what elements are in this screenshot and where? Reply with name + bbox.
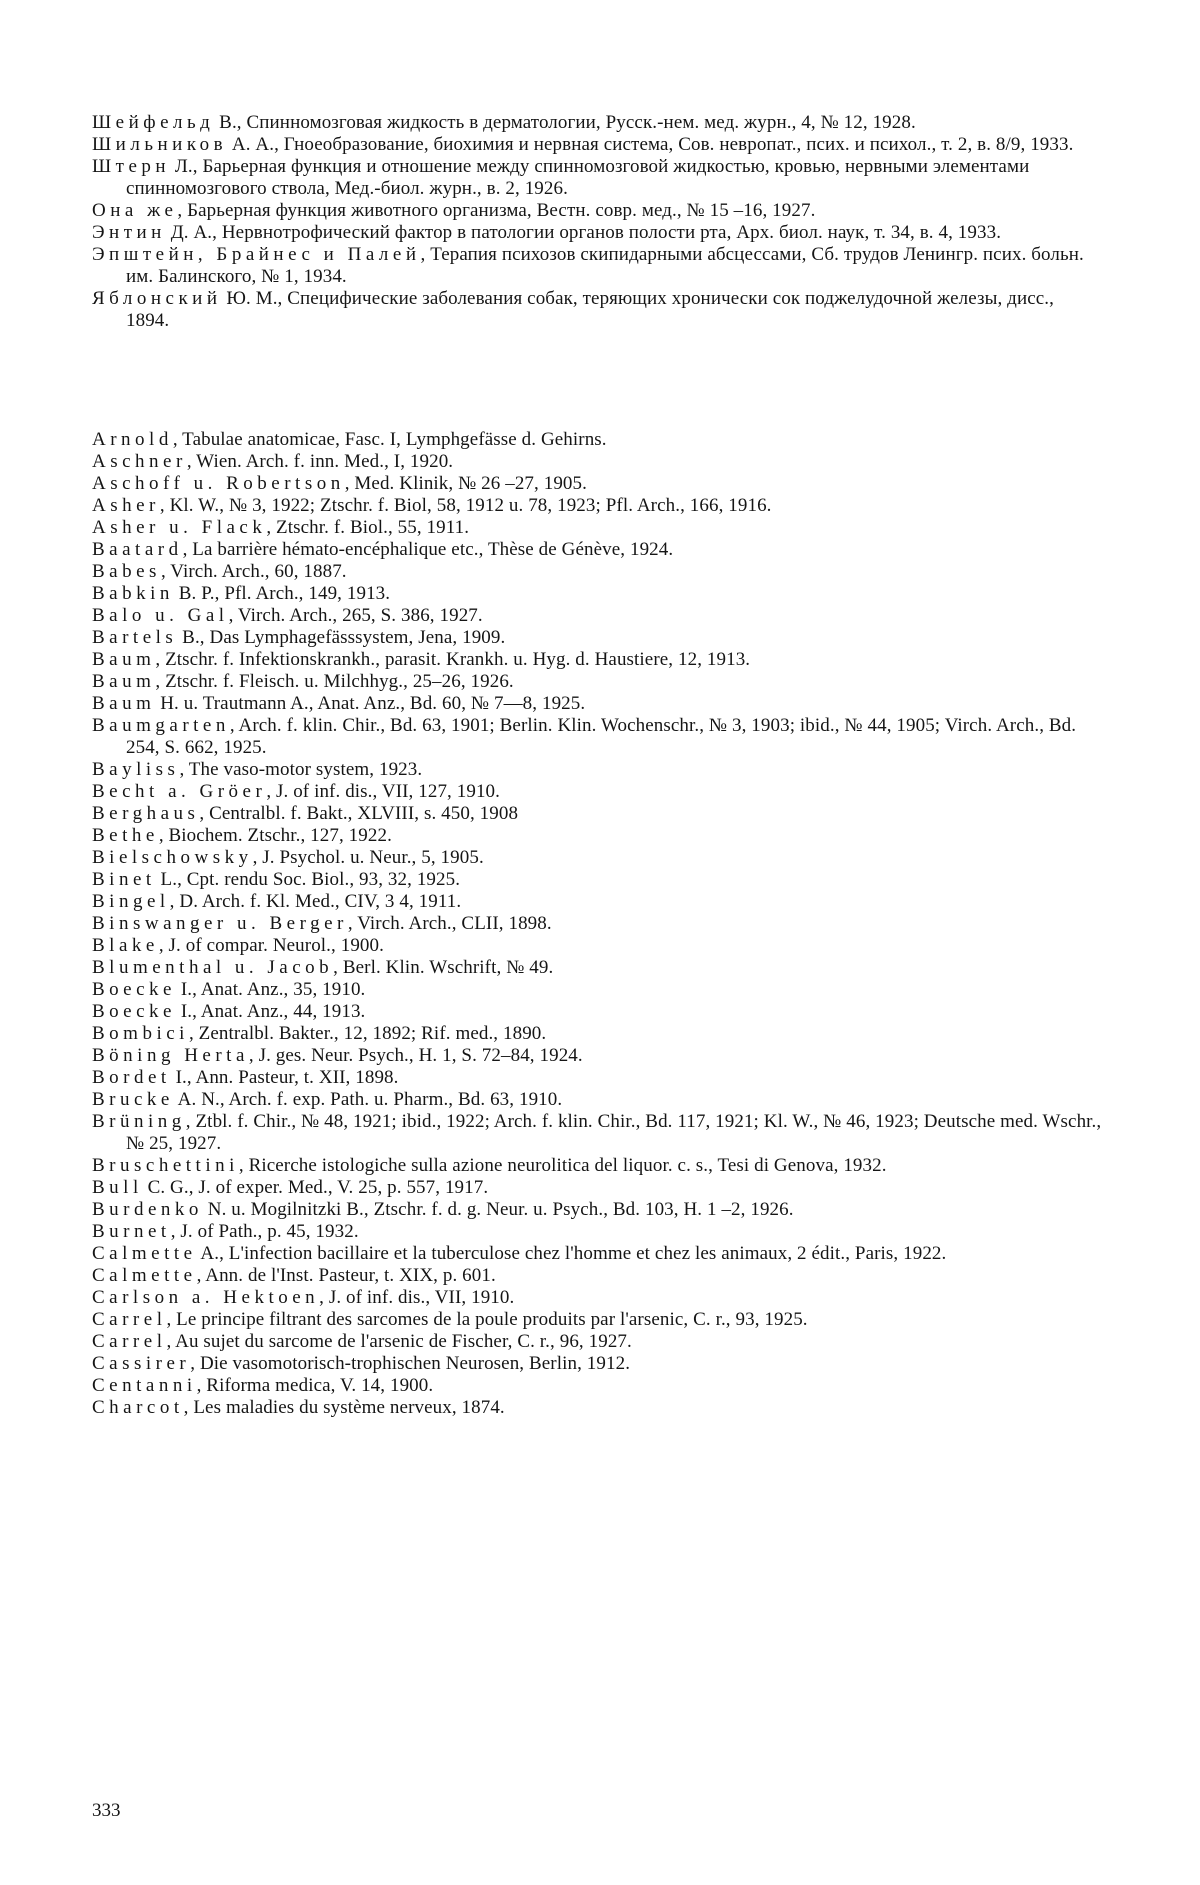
entry-details: , La barrière hémato-encéphalique etc., Thèse de Génève, 1924. [182, 539, 674, 560]
entry-details: L., Cpt. rendu Soc. Biol., 93, 32, 1925. [155, 869, 461, 890]
entry-details: , Wien. Arch. f. inn. Med., I, 1920. [186, 451, 454, 472]
entry-details: , Berl. Klin. Wschrift, № 49. [333, 957, 554, 978]
bibliography-entry [92, 1309, 1102, 1331]
entry-details: , J. of inf. dis., VII, 1910. [319, 1287, 515, 1308]
entry-author: Blake [92, 935, 159, 956]
entry-details: C. G., J. of exper. Med., V. 25, p. 557, 1917. [142, 1177, 489, 1198]
entry-details: , The vaso-motor system, 1923. [179, 759, 423, 780]
entry-details: , Med. Klinik, № 26 –27, 1905. [344, 473, 587, 494]
entry-author: Binswanger u. Berger [92, 913, 348, 934]
bibliography-entry [92, 112, 1102, 134]
entry-details: , Ztschr. f. Infektionskrankh., parasit. Krankh. u. Hyg. d. Haustiere, 12, 1913. [155, 649, 751, 670]
entry-details: , Tabulae anatomicae, Fasc. I, Lymphgefässe d. Gehirns. [172, 429, 607, 450]
bibliography-entry [92, 1287, 1102, 1309]
bibliography-entry [92, 1001, 1102, 1023]
bibliography-entry [92, 627, 1102, 649]
entry-author: Carlson a. Hektoen [92, 1287, 320, 1308]
entry-author: Berghaus [92, 803, 200, 824]
entry-details: Л., Барьерная функция и отношение между спинномозговой жидкостью, кровью, нервными элементами спинномозгового ствола, Мед.-биол. журн., в. 2, 1926. [126, 156, 1030, 199]
entry-details: , J. of compar. Neurol., 1900. [158, 935, 384, 956]
bibliography-entry [92, 222, 1102, 244]
entry-details: , Die vasomotorisch-trophischen Neurosen, Berlin, 1912. [190, 1353, 631, 1374]
bibliography-entry [92, 671, 1102, 693]
bibliography-entry [92, 847, 1102, 869]
bibliography-entry [92, 1199, 1102, 1221]
bibliography-entry [92, 1265, 1102, 1287]
bibliography-entry [92, 134, 1102, 156]
bibliography-entry [92, 693, 1102, 715]
entry-author: Charcot [92, 1397, 184, 1418]
bibliography-entry [92, 156, 1102, 200]
entry-details: , J. Psychol. u. Neur., 5, 1905. [252, 847, 484, 868]
entry-author: Baum [92, 649, 156, 670]
bibliography-entry [92, 1067, 1102, 1089]
entry-author: Brucke [92, 1089, 174, 1110]
entry-author: Яблонский [92, 288, 222, 309]
entry-details: , J. of Path., p. 45, 1932. [170, 1221, 359, 1242]
entry-author: Эпштейн, Брайнес и Палей [92, 244, 421, 265]
entry-author: Она же [92, 200, 178, 221]
entry-details: I., Ann. Pasteur, t. XII, 1898. [170, 1067, 399, 1088]
entry-details: I., Anat. Anz., 44, 1913. [175, 1001, 366, 1022]
entry-details: , Терапия психозов скипидарными абсцессами, Сб. трудов Ленингр. псих. больн. им. Балинского, № 1, 1934. [126, 244, 1084, 287]
entry-details: , Барьерная функция животного организма, Вестн. совр. мед., № 15 –16, 1927. [177, 200, 816, 221]
entry-details: , D. Arch. f. Kl. Med., CIV, 3 4, 1911. [169, 891, 462, 912]
entry-author: Binet [92, 869, 156, 890]
entry-author: Bruschettini [92, 1155, 239, 1176]
entry-author: Blumenthal u. Jacob [92, 957, 334, 978]
entry-details: , Biochem. Ztschr., 127, 1922. [158, 825, 392, 846]
entry-author: Bethe [92, 825, 159, 846]
bibliography-entry [92, 1111, 1102, 1155]
entry-details: , Arch. f. klin. Chir., Bd. 63, 1901; Berlin. Klin. Wochenschr., № 3, 1903; ibid., № 44, 1905; Virch. Arch., Bd. 254, S. 662, 1925. [126, 715, 1077, 758]
entry-details: Д. А., Нервнотрофический фактор в патологии органов полости рта, Арх. биол. наук, т. 34, в. 4, 1933. [165, 222, 1002, 243]
entry-details: N. u. Mogilnitzki B., Ztschr. f. d. g. Neur. u. Psych., Bd. 103, H. 1 –2, 1926. [202, 1199, 794, 1220]
bibliography-entry [92, 781, 1102, 803]
entry-author: Carrel [92, 1331, 167, 1352]
entry-details: Ю. М., Специфические заболевания собак, теряющих хронически сок поджелудочной железы, дисс., 1894. [126, 288, 1054, 331]
bibliography-entry [92, 1397, 1102, 1419]
entry-author: Aschoff u. Robertson [92, 473, 345, 494]
entry-author: Babkin [92, 583, 174, 604]
entry-author: Asher u. Flack [92, 517, 267, 538]
entry-details: , Kl. W., № 3, 1922; Ztschr. f. Biol, 58, 1912 u. 78, 1923; Pfl. Arch., 166, 1916. [159, 495, 772, 516]
entry-author: Boecke [92, 1001, 176, 1022]
entry-author: Bull [92, 1177, 143, 1198]
entry-details: B., Das Lymphagefässsystem, Jena, 1909. [177, 627, 506, 648]
entry-author: Шильников [92, 134, 228, 155]
entry-details: , Virch. Arch., 265, S. 386, 1927. [228, 605, 483, 626]
bibliography-entry [92, 429, 1102, 451]
bibliography-entry [92, 517, 1102, 539]
entry-details: , Le principe filtrant des sarcomes de la poule produits par l'arsenic, C. r., 93, 1925. [166, 1309, 808, 1330]
russian-bibliography [92, 112, 1102, 332]
bibliography-entry [92, 1353, 1102, 1375]
entry-details: , Les maladies du système nerveux, 1874. [183, 1397, 505, 1418]
bibliography-entry [92, 451, 1102, 473]
entry-author: Cassirer [92, 1353, 191, 1374]
entry-author: Centanni [92, 1375, 197, 1396]
entry-author: Bordet [92, 1067, 171, 1088]
entry-author: Asher [92, 495, 160, 516]
entry-author: Baum [92, 693, 156, 714]
entry-author: Brüning [92, 1111, 186, 1132]
entry-author: Boecke [92, 979, 176, 1000]
entry-author: Babes [92, 561, 161, 582]
bibliography-entry [92, 891, 1102, 913]
bibliography-entry [92, 957, 1102, 979]
entry-details: , Ztbl. f. Chir., № 48, 1921; ibid., 1922; Arch. f. klin. Chir., Bd. 117, 1921; Kl. W., № 46, 1923; Deutsche med. Wschr., № 25, 1927. [126, 1111, 1102, 1154]
entry-details: , Ann. de l'Inst. Pasteur, t. XIX, p. 601. [196, 1265, 496, 1286]
entry-details: A., L'infection bacillaire et la tuberculose chez l'homme et chez les animaux, 2 édit., Paris, 1922. [196, 1243, 947, 1264]
entry-details: , Centralbl. f. Bakt., XLVIII, s. 450, 1908 [199, 803, 519, 824]
entry-details: , J. of inf. dis., VII, 127, 1910. [266, 781, 500, 802]
entry-author: Bartels [92, 627, 178, 648]
bibliography-entry [92, 561, 1102, 583]
bibliography-entry [92, 288, 1102, 332]
entry-details: B. P., Pfl. Arch., 149, 1913. [173, 583, 391, 604]
entry-details: , Ztschr. f. Biol., 55, 1911. [266, 517, 470, 538]
entry-author: Calmette [92, 1243, 197, 1264]
bibliography-entry [92, 1221, 1102, 1243]
bibliography-entry [92, 1177, 1102, 1199]
entry-author: Bombici [92, 1023, 189, 1044]
bibliography-entry [92, 583, 1102, 605]
bibliography-entry [92, 979, 1102, 1001]
entry-details: , Ricerche istologiche sulla azione neurolitica del liquor. c. s., Tesi di Genova, 1932. [238, 1155, 887, 1176]
bibliography-entry [92, 825, 1102, 847]
section-gap [92, 332, 1102, 429]
entry-author: Balo u. Gal [92, 605, 229, 626]
bibliography-page [92, 112, 1102, 1419]
entry-author: Bayliss [92, 759, 180, 780]
entry-details: A. N., Arch. f. exp. Path. u. Pharm., Bd. 63, 1910. [173, 1089, 563, 1110]
bibliography-entry [92, 244, 1102, 288]
bibliography-entry [92, 495, 1102, 517]
bibliography-entry [92, 1155, 1102, 1177]
entry-details: H. u. Trautmann A., Anat. Anz., Bd. 60, № 7—8, 1925. [155, 693, 586, 714]
entry-details: , Zentralbl. Bakter., 12, 1892; Rif. med., 1890. [188, 1023, 547, 1044]
bibliography-entry [92, 1023, 1102, 1045]
entry-details: I., Anat. Anz., 35, 1910. [175, 979, 366, 1000]
bibliography-entry [92, 1243, 1102, 1265]
entry-details: , Riforma medica, V. 14, 1900. [196, 1375, 434, 1396]
entry-author: Baum [92, 671, 156, 692]
bibliography-entry [92, 869, 1102, 891]
entry-author: Шейфельд [92, 112, 215, 133]
bibliography-entry [92, 1089, 1102, 1111]
entry-author: Becht a. Gröer [92, 781, 267, 802]
bibliography-entry [92, 649, 1102, 671]
entry-author: Baumgarten [92, 715, 230, 736]
bibliography-entry [92, 1045, 1102, 1067]
latin-bibliography [92, 429, 1102, 1419]
entry-details: , Virch. Arch., CLII, 1898. [347, 913, 552, 934]
entry-details: В., Спинномозговая жидкость в дерматологии, Русск.-нем. мед. журн., 4, № 12, 1928. [214, 112, 916, 133]
entry-author: Энтин [92, 222, 166, 243]
entry-author: Calmette [92, 1265, 197, 1286]
bibliography-entry [92, 1375, 1102, 1397]
bibliography-entry [92, 200, 1102, 222]
entry-details: , J. ges. Neur. Psych., H. 1, S. 72–84, 1924. [248, 1045, 583, 1066]
entry-details: , Ztschr. f. Fleisch. u. Milchhyg., 25–26, 1926. [155, 671, 514, 692]
bibliography-entry [92, 759, 1102, 781]
bibliography-entry [92, 715, 1102, 759]
entry-author: Bingel [92, 891, 170, 912]
entry-author: Carrel [92, 1309, 167, 1330]
entry-author: Штерн [92, 156, 171, 177]
bibliography-entry [92, 803, 1102, 825]
entry-author: Böning Herta [92, 1045, 249, 1066]
entry-details: А. А., Гноеобразование, биохимия и нервная система, Сов. невропат., псих. и психол., т. 2, в. 8/9, 1933. [227, 134, 1074, 155]
bibliography-entry [92, 1331, 1102, 1353]
entry-author: Burdenko [92, 1199, 203, 1220]
entry-details: , Au sujet du sarcome de l'arsenic de Fischer, C. r., 96, 1927. [166, 1331, 632, 1352]
bibliography-entry [92, 935, 1102, 957]
bibliography-entry [92, 539, 1102, 561]
bibliography-entry [92, 605, 1102, 627]
entry-details: , Virch. Arch., 60, 1887. [160, 561, 347, 582]
entry-author: Aschner [92, 451, 187, 472]
page-number: 333 [92, 1800, 121, 1821]
bibliography-entry [92, 913, 1102, 935]
entry-author: Baatard [92, 539, 183, 560]
bibliography-entry [92, 473, 1102, 495]
entry-author: Burnet [92, 1221, 171, 1242]
entry-author: Bielschowsky [92, 847, 253, 868]
entry-author: Arnold [92, 429, 173, 450]
